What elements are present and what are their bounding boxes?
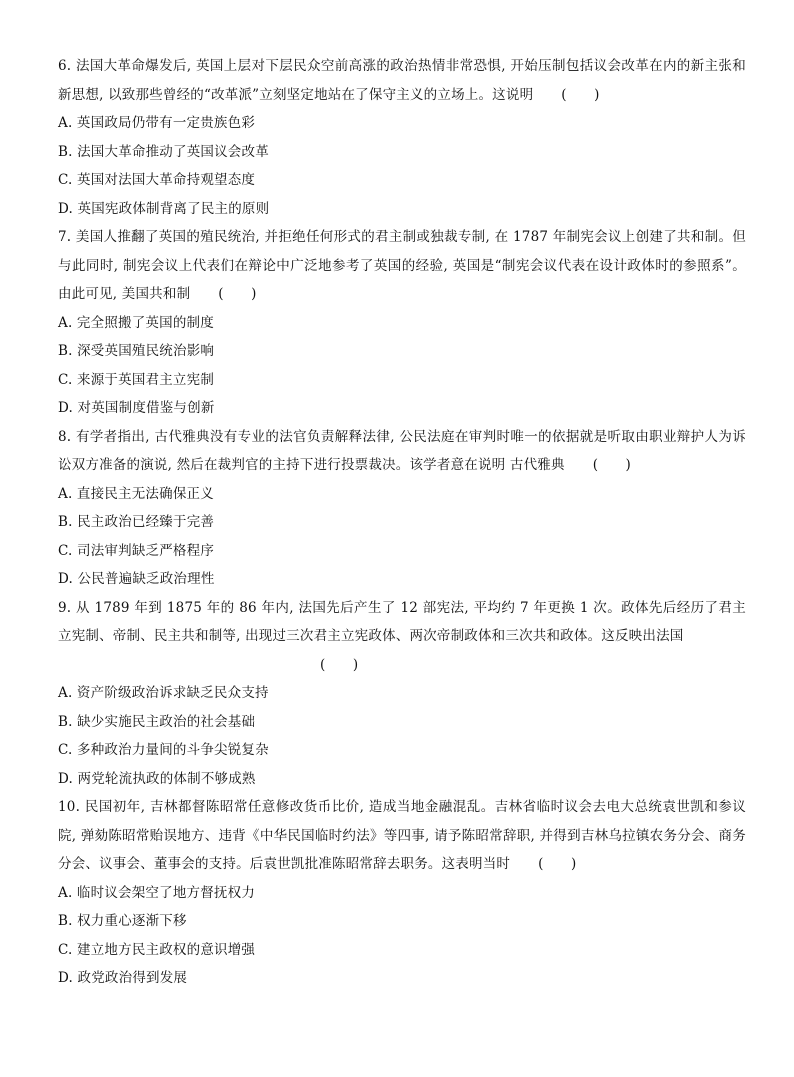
option-d: D. 两党轮流执政的体制不够成熟 [58, 770, 256, 787]
option-b: B. 民主政治已经臻于完善 [58, 514, 215, 530]
option-a: A. 直接民主无法确保正义 [58, 485, 214, 502]
stem-text: 7. 美国人推翻了英国的殖民统治, 并拒绝任何形式的君主制或独裁专制, 在 1787 年制宪会议上创建了共和制。但与此同时, 制宪会议上代表们在辩论中广泛地参考了英国的经验, 英国是“制宪会议代表在设计政体时的参照系”。由此可见, 美国共和制 [58, 229, 746, 302]
answer-bracket: ( ) [592, 457, 632, 473]
question-stem [58, 594, 746, 680]
question-stem [58, 793, 746, 879]
question-sheet [58, 52, 746, 993]
option-d: D. 对英国制度借鉴与创新 [58, 400, 215, 416]
option-d: D. 公民普遍缺乏政治理性 [58, 571, 215, 587]
option-a: A. 临时议会架空了地方督抚权力 [58, 884, 256, 901]
stem-text: 8. 有学者指出, 古代雅典没有专业的法官负责解释法律, 公民法庭在审判时唯一的依据就是听取由职业辩护人为诉讼双方准备的演说, 然后在裁判官的主持下进行投票裁决。该学者意在说明 古代雅典 [58, 428, 746, 473]
option-d: D. 英国宪政体制背离了民主的原则 [58, 200, 270, 217]
option-a: A. 英国政局仍带有一定贵族色彩 [58, 115, 256, 131]
question-9 [58, 594, 746, 794]
option-a: A. 完全照搬了英国的制度 [58, 314, 214, 331]
answer-bracket: ( ) [320, 656, 359, 673]
option-b: B. 法国大革命推动了英国议会改革 [58, 143, 269, 160]
question-stem [58, 423, 746, 480]
stem-text: 6. 法国大革命爆发后, 英国上层对下层民众空前高涨的政治热情非常恐惧, 开始压制包括议会改革在内的新主张和新思想, 以致那些曾经的“改革派”立刻坚定地站在了保守主义的立场上。这说明 [58, 58, 746, 103]
stem-text: 10. 民国初年, 吉林都督陈昭常任意修改货币比价, 造成当地金融混乱。吉林省临时议会去电大总统袁世凯和参议院, 弹劾陈昭常贻误地方、违背《中华民国临时约法》等四事, 请予陈昭常辞职, 并得到吉林乌拉镇农务分会、商务分会、议事会、董事会的支持。后袁世凯批准陈昭常辞去职务。这表明当时 [58, 799, 746, 872]
question-6 [58, 52, 746, 223]
option-c: C. 建立地方民主政权的意识增强 [58, 941, 256, 958]
question-8 [58, 423, 746, 594]
answer-bracket: ( ) [218, 286, 257, 302]
option-c: C. 来源于英国君主立宪制 [58, 371, 215, 388]
question-7 [58, 223, 746, 423]
option-c: C. 司法审判缺乏严格程序 [58, 542, 215, 559]
answer-bracket: ( ) [538, 856, 577, 872]
option-b: B. 缺少实施民主政治的社会基础 [58, 713, 256, 730]
question-stem [58, 52, 746, 109]
question-stem [58, 223, 746, 309]
question-10 [58, 793, 746, 993]
stem-text: 9. 从 1789 年到 1875 年的 86 年内, 法国先后产生了 12 部宪法, 平均约 7 年更换 1 次。政体先后经历了君主立宪制、帝制、民主共和制等, 出现过三次君主立宪政体、两次帝制政体和三次共和政体。这反映出法国 [58, 599, 746, 644]
option-b: B. 权力重心逐渐下移 [58, 913, 187, 929]
option-c: C. 英国对法国大革命持观望态度 [58, 172, 256, 188]
option-b: B. 深受英国殖民统治影响 [58, 343, 215, 359]
option-a: A. 资产阶级政治诉求缺乏民众支持 [58, 685, 269, 701]
option-c: C. 多种政治力量间的斗争尖锐复杂 [58, 742, 269, 758]
answer-bracket: ( ) [561, 86, 600, 103]
option-d: D. 政党政治得到发展 [58, 970, 188, 986]
